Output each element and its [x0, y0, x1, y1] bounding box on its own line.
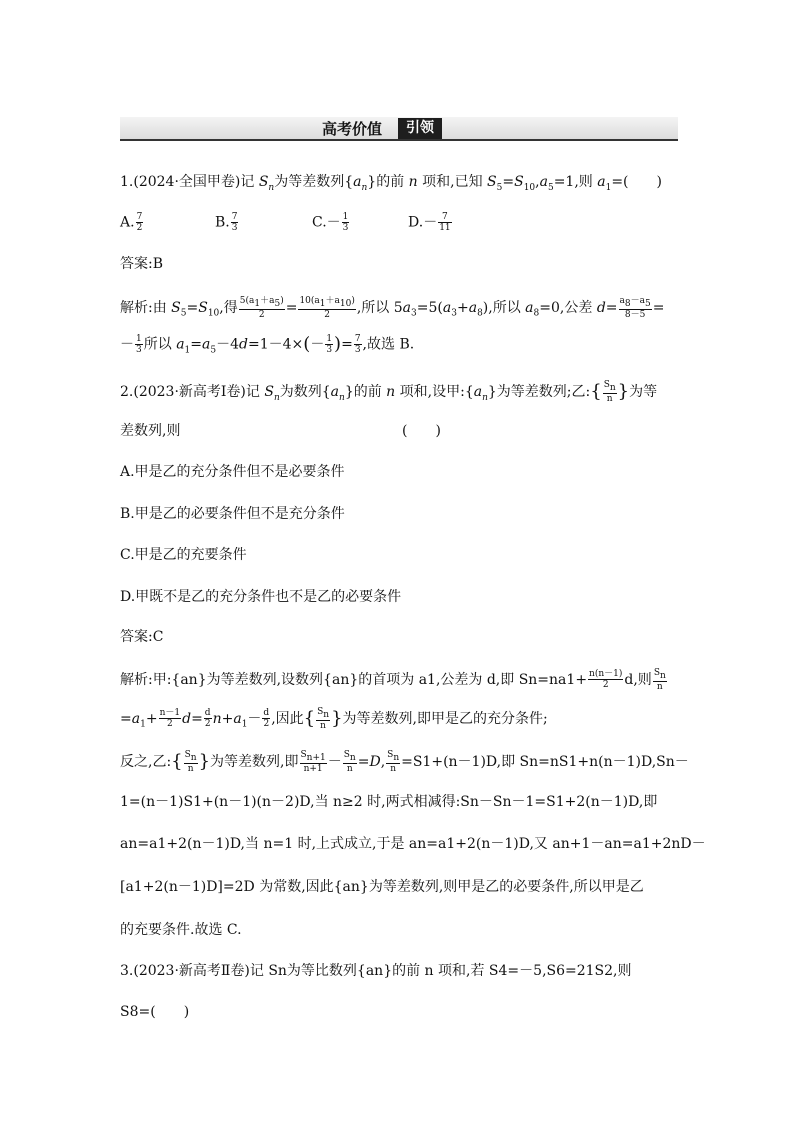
q1-option-c: C.－ $\frac{1}{3}$: [312, 212, 349, 233]
q2-solution-line3: 反之,乙:{ $\frac{S_n}{n}$ }为等差数列,即 $\frac{S_{n+1}}{n+1}$ － $\frac{S_n}{n}$ =D, $\frac{S_n}{n}$ =S1+(n－1)D,即 Sn=nS1+n(n－1)D,Sn－: [120, 750, 689, 774]
q2-solution-line6: [a1+2(n－1)D]=2D 为常数,因此{an}为等差数列,则甲是乙的必要条件,所以甲是乙: [120, 879, 644, 895]
q2-answer: 答案:C: [120, 629, 164, 645]
section-badge: 引领: [398, 118, 442, 139]
q3-stem-line1: 3.(2023·新高考Ⅱ卷)记 Sn为等比数列{an}的前 n 项和,若 S4=－5,S6=21S2,则: [120, 963, 632, 979]
q2-stem-line1: 2.(2023·新高考Ⅰ卷)记 $S_n$为数列$\{a_n\}$的前 n 项和,设甲$:\{a_n\}$为等差数列;乙:{ $\frac{S_n}{n}$ }为等: [120, 380, 658, 404]
q2-solution-line2: $=a_1+$ $\frac{n-1}{2}$ d= $\frac{d}{2}$ $n+a_1-$ $\frac{d}{2}$ ,因此{ $\frac{S_n}{n}$ }为等差数列,即甲是乙的充分条件;: [120, 707, 548, 731]
q2-stem-line2: 差数列,则: [120, 423, 181, 439]
q2-solution-line1: 解析:甲:{an}为等差数列,设数列{an}的首项为 a1,公差为 d,即 Sn=na1+ $\frac{n(n-1)}{2}$ d,则 $\frac{S_n}{n}$: [120, 668, 666, 692]
section-title: 高考价值: [322, 120, 383, 138]
q1-option-b: B. $\frac{7}{3}$: [215, 212, 238, 233]
q2-answer-paren: ( ): [402, 423, 441, 439]
q1-option-d: D.－ $\frac{7}{11}$: [408, 212, 451, 233]
q2-option-c: C.甲是乙的充要条件: [120, 547, 247, 563]
q1-option-a: A. $\frac{7}{2}$: [120, 212, 143, 233]
q2-solution-line4: 1=(n－1)S1+(n－1)(n－2)D,当 n≥2 时,两式相减得:Sn－Sn－1=S1+2(n－1)D,即: [120, 794, 658, 810]
q1-solution-line2: － $\frac{1}{3}$ 所以 $a_1=a_5-4d=1-4\times(-$ $\frac{1}{3}$ )= $\frac{7}{3}$ ,故选 B.: [120, 333, 415, 356]
q2-option-b: B.甲是乙的必要条件但不是充分条件: [120, 506, 345, 522]
q1-solution-line1: 解析:由 $S_5=S_{10}$,得 $\frac{5(a_1+a_5)}{2}$ = $\frac{10(a_1+a_{10})}{2}$ ,所以 $5a_3=5(a_3+a_8)$,所以 $a_8=0$,公差 d= $\frac{a_8-a_5}{8-5}$ =: [120, 296, 665, 320]
q2-option-a: A.甲是乙的充分条件但不是必要条件: [120, 464, 345, 480]
q2-solution-line7: 的充要条件.故选 C.: [120, 922, 242, 938]
q2-solution-line5: an=a1+2(n－1)D,当 n=1 时,上式成立,于是 an=a1+2(n－1)D,又 an+1－an=a1+2nD－: [120, 836, 706, 852]
q1-answer: 答案:B: [120, 256, 164, 272]
q3-stem-line2: S8=( ): [120, 1004, 190, 1020]
q2-option-d: D.甲既不是乙的充分条件也不是乙的必要条件: [120, 589, 402, 605]
q1-stem: 1.(2024·全国甲卷)记 $S_n$为等差数列$\{a_n\}$的前 n 项和,已知 $S_5=S_{10},a_5=1$,则 $a_1=$( ): [120, 174, 662, 193]
